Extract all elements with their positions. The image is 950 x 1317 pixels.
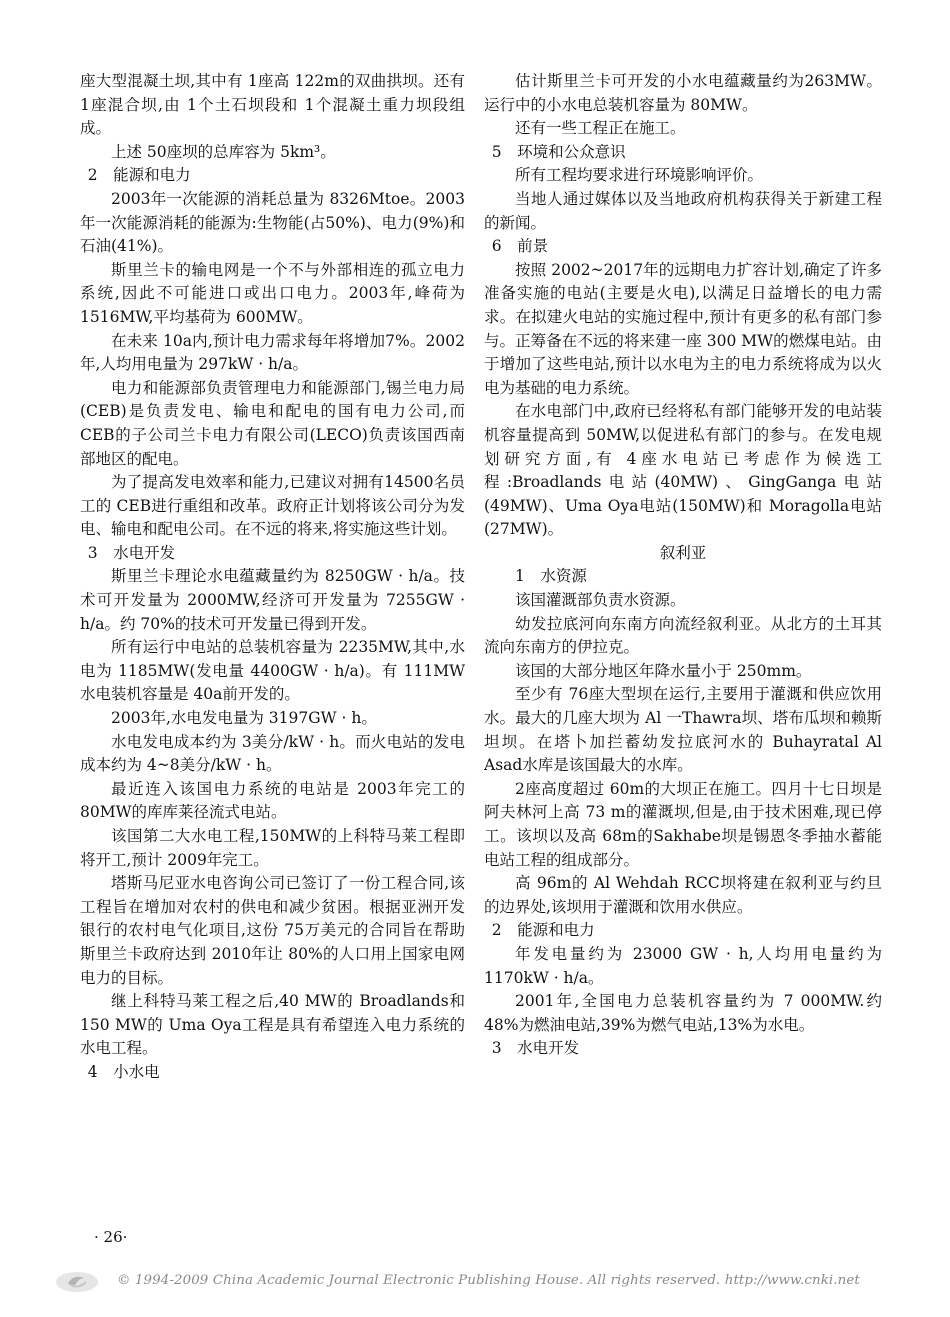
paragraph: 在水电部门中,政府已经将私有部门能够开发的电站装机容量提高到 50MW,以促进私有部门的参与。在发电规划研究方面,有 4座水电站已考虑作为候选工程:Broadlands电站(40MW)、GingGanga电站(49MW)、Uma Oya电站(150MW)和 Moragolla电站(27MW)。 bbox=[484, 402, 882, 539]
paragraph: 在未来 10a内,预计电力需求每年将增加7%。2002年,人均用电量为 297kW · h/a。 bbox=[80, 331, 465, 374]
paragraph: 座大型混凝土坝,其中有 1座高 122m的双曲拱坝。还有 1座混合坝,由 1个土石坝段和 1个混凝土重力坝段组成。 bbox=[80, 72, 465, 138]
paragraph: 2001年,全国电力总装机容量约为 7 000MW.约 48%为燃油电站,39%为燃气电站,13%为水电。 bbox=[484, 992, 882, 1034]
section-heading: 2 能源和电力 bbox=[491, 921, 595, 940]
paragraph: 所有工程均要求进行环境影响评价。 bbox=[515, 166, 764, 185]
paragraph: 2座高度超过 60m的大坝正在施工。四月十七日坝是阿夫林河上高 73 m的灌溉坝,但是,由于技术困难,现已停工。该坝以及高 68m的Sakhabe坝是锡恩冬季抽水蓄能电站工程的组成部分。 bbox=[484, 779, 882, 869]
paragraph: 斯里兰卡理论水电蕴藏量约为 8250GW · h/a。技术可开发量为 2000MW,经济可开发量为 7255GW · h/a。约 70%的技术可开发量已得到开发。 bbox=[80, 567, 465, 633]
copyright-notice: © 1994-2009 China Academic Journal Electronic Publishing House. All rights reserved. http://www.cnki.net bbox=[117, 1273, 860, 1288]
section-heading: 3 水电开发 bbox=[491, 1039, 580, 1058]
paragraph: 2003年,水电发电量为 3197GW · h。 bbox=[111, 709, 377, 728]
section-heading: 6 前景 bbox=[491, 237, 549, 256]
paragraph: 水电发电成本约为 3美分/kW · h。而火电站的发电成本约为 4~8美分/kW · h。 bbox=[80, 732, 465, 775]
paragraph: 当地人通过媒体以及当地政府机构获得关于新建工程的新闻。 bbox=[484, 189, 882, 232]
paragraph: 至少有 76座大型坝在运行,主要用于灌溉和供应饮用水。最大的几座大坝为 Al 一Thawra坝、塔布瓜坝和赖斯坦坝。在塔卜加拦蓄幼发拉底河水的 Buhayratal Al Asad水库是该国最大的水库。 bbox=[484, 685, 882, 775]
paragraph: 估计斯里兰卡可开发的小水电蕴藏量约为263MW。运行中的小水电总装机容量为 80MW。 bbox=[484, 72, 882, 114]
paragraph: 所有运行中电站的总装机容量为 2235MW,其中,水电为 1185MW(发电量 4400GW · h/a)。有 111MW水电装机容量是 40a前开发的。 bbox=[80, 638, 465, 704]
paragraph: 最近连入该国电力系统的电站是 2003年完工的 80MW的库库莱径流式电站。 bbox=[80, 779, 465, 822]
right-column bbox=[484, 70, 882, 1061]
paragraph: 继上科特马莱工程之后,40 MW的 Broadlands和 150 MW的 Uma Oya工程是具有希望连入电力系统的水电工程。 bbox=[80, 992, 465, 1058]
section-heading: 5 环境和公众意识 bbox=[491, 142, 626, 161]
section-heading: 2 能源和电力 bbox=[87, 166, 191, 185]
section-heading: 4 小水电 bbox=[87, 1062, 160, 1081]
paragraph: 叙利亚 bbox=[659, 543, 707, 562]
paragraph: 该国灌溉部负责水资源。 bbox=[515, 591, 686, 610]
paragraph: 该国的大部分地区年降水量小于 250mm。 bbox=[515, 661, 812, 680]
paragraph: 上述 50座坝的总库容为 5km³。 bbox=[111, 142, 336, 161]
page-number: · 26· bbox=[94, 1228, 128, 1246]
paragraph: 2003年一次能源的消耗总量为 8326Mtoe。2003年一次能源消耗的能源为:生物能(占50%)、电力(9%)和石油(41%)。 bbox=[80, 189, 465, 256]
cnki-logo-icon bbox=[54, 1270, 100, 1294]
section-heading: 3 水电开发 bbox=[87, 543, 176, 562]
paragraph: 该国第二大水电工程,150MW的上科特马莱工程即将开工,预计 2009年完工。 bbox=[80, 827, 465, 869]
paragraph: 幼发拉底河向东南方向流经叙利亚。从北方的土耳其流向东南方的伊拉克。 bbox=[484, 614, 882, 657]
paragraph: 1 水资源 bbox=[515, 567, 587, 586]
paragraph: 电力和能源部负责管理电力和能源部门,锡兰电力局(CEB)是负责发电、输电和配电的国有电力公司,而 CEB的子公司兰卡电力有限公司(LECO)负责该国西南部地区的配电。 bbox=[80, 378, 465, 468]
paragraph: 高 96m的 Al Wehdah RCC坝将建在叙利亚与约旦的边界处,该坝用于灌溉和饮用水供应。 bbox=[484, 874, 882, 916]
paragraph: 年发电量约为 23000 GW · h,人均用电量约为 1170kW · h/a。 bbox=[484, 944, 882, 987]
paragraph: 塔斯马尼亚水电咨询公司已签订了一份工程合同,该工程旨在增加对农村的供电和减少贫困。根据亚洲开发银行的农村电气化项目,这份 75万美元的合同旨在帮助斯里兰卡政府达到 2010年让 80%的人口用上国家电网电力的目标。 bbox=[80, 874, 465, 987]
paragraph: 还有一些工程正在施工。 bbox=[515, 119, 686, 138]
paragraph: 为了提高发电效率和能力,已建议对拥有14500名员工的 CEB进行重组和改革。政府正计划将该公司分为发电、输电和配电公司。在不远的将来,将实施这些计划。 bbox=[80, 473, 465, 539]
footer bbox=[0, 1270, 950, 1298]
left-column bbox=[80, 70, 465, 1085]
paragraph: 斯里兰卡的输电网是一个不与外部相连的孤立电力系统,因此不可能进口或出口电力。2003年,峰荷为 1516MW,平均基荷为 600MW。 bbox=[80, 260, 465, 326]
paragraph: 按照 2002~2017年的远期电力扩容计划,确定了许多准备实施的电站(主要是火电),以满足日益增长的电力需求。在拟建火电站的实施过程中,预计有更多的私有部门参与。正筹备在不远的将来建一座 300 MW的燃煤电站。由于增加了这些电站,预计以水电为主的电力系统将成为以火电为基础的电力系统。 bbox=[484, 260, 882, 397]
